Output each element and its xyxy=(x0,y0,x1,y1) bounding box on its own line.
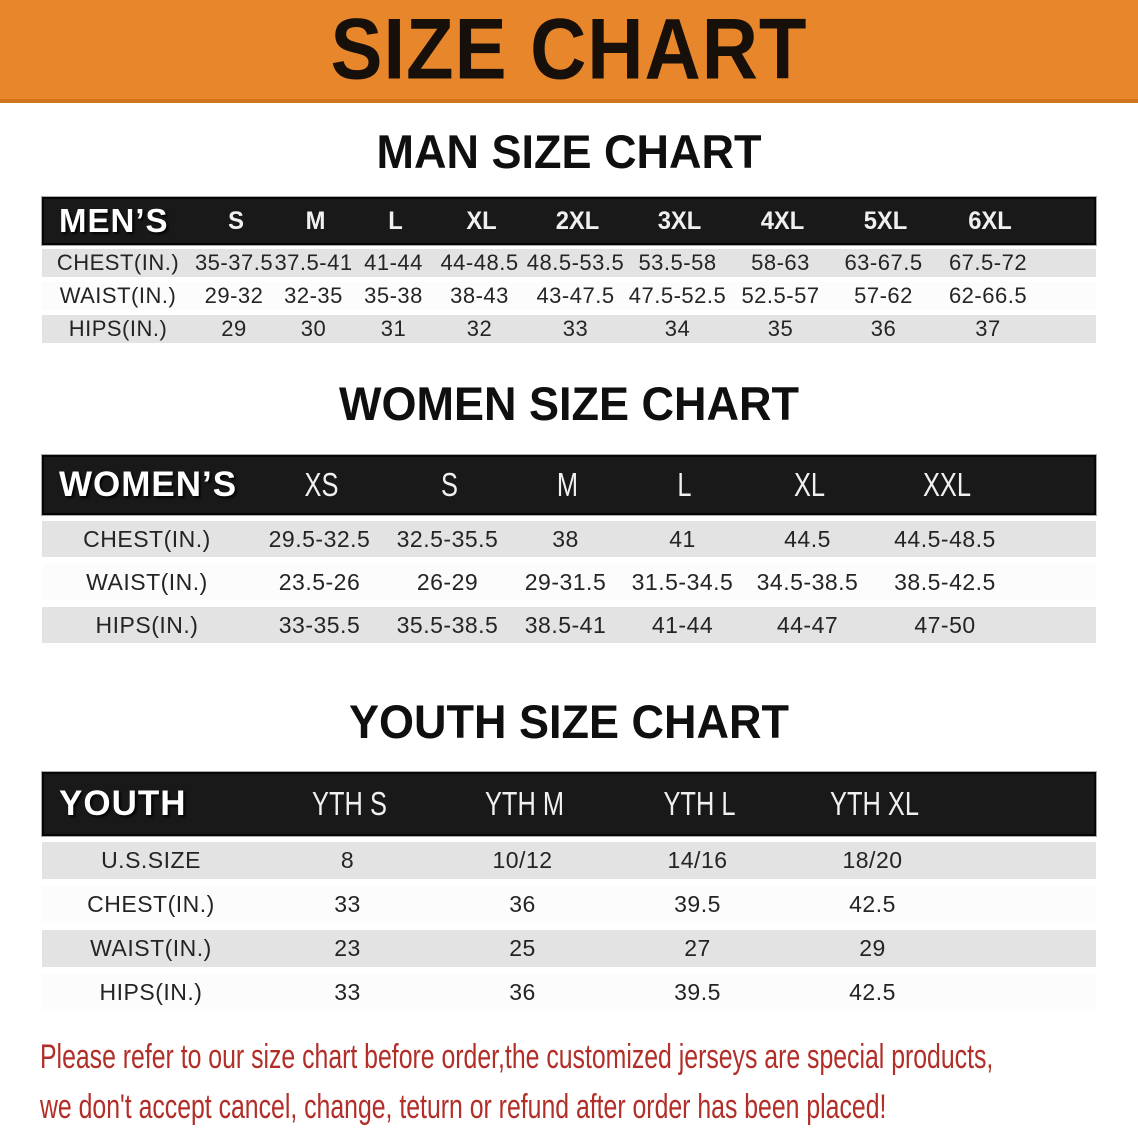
women-size-col-xs: XS xyxy=(304,465,339,504)
youth-hips-m: 36 xyxy=(509,979,536,1005)
men-waist-6xl: 62-66.5 xyxy=(948,283,1028,308)
men-size-col-6xl: 6XL xyxy=(968,206,1012,235)
men-size-col-xl: XL xyxy=(466,206,497,235)
men-chest-5xl: 63-67.5 xyxy=(844,250,923,275)
youth-hips-row xyxy=(42,974,1096,1011)
man-section-heading xyxy=(0,124,1138,179)
women-chest-m: 38 xyxy=(552,525,579,552)
youth-waist-l: 27 xyxy=(684,935,711,961)
youth-size-col-s: YTH S xyxy=(312,784,387,823)
men-size-col-4xl: 4XL xyxy=(760,206,805,235)
women-size-col-m: M xyxy=(556,465,579,504)
men-chest-row xyxy=(42,249,1096,277)
youth-section-heading-text: YOUTH SIZE CHART xyxy=(348,694,789,749)
women-size-col-xl: XL xyxy=(793,465,826,504)
women-size-table xyxy=(42,455,1096,643)
youth-size-col-l: YTH L xyxy=(663,784,736,823)
men-hips-2xl: 33 xyxy=(562,316,589,341)
women-chest-l: 41 xyxy=(669,525,696,552)
men-hips-row xyxy=(42,315,1096,343)
men-waist-s: 29-32 xyxy=(204,283,264,308)
youth-chest-l: 39.5 xyxy=(674,891,721,917)
row-label-us-size: U.S.SIZE xyxy=(101,847,201,873)
men-hips-l: 31 xyxy=(380,316,407,341)
women-waist-xxl: 38.5-42.5 xyxy=(894,568,996,595)
youth-hips-xl: 42.5 xyxy=(849,979,896,1005)
row-label-chest: CHEST(IN.) xyxy=(83,525,211,552)
youth-group-label: YOUTH xyxy=(59,784,187,823)
men-chest-4xl: 58-63 xyxy=(751,250,810,275)
youth-hips-l: 39.5 xyxy=(674,979,721,1005)
men-size-col-3xl: 3XL xyxy=(657,206,702,235)
women-waist-xs: 23.5-26 xyxy=(278,568,361,595)
men-size-col-m: M xyxy=(305,206,326,235)
youth-ussize-m: 10/12 xyxy=(492,847,553,873)
women-waist-s: 26-29 xyxy=(416,568,479,595)
women-waist-row xyxy=(42,564,1096,600)
youth-ussize-xl: 18/20 xyxy=(842,847,903,873)
women-group-label: WOMEN’S xyxy=(59,465,238,504)
youth-section-heading xyxy=(0,694,1138,749)
women-hips-row xyxy=(42,607,1096,643)
youth-ussize-l: 14/16 xyxy=(667,847,728,873)
women-chest-xs: 29.5-32.5 xyxy=(268,525,371,552)
women-size-col-xxl: XXL xyxy=(922,465,972,504)
women-waist-xl: 34.5-38.5 xyxy=(756,568,859,595)
footer-note xyxy=(0,1032,1138,1132)
men-group-label: MEN’S xyxy=(59,202,169,239)
men-waist-2xl: 43-47.5 xyxy=(536,283,615,308)
youth-table-header-bar xyxy=(42,772,1096,836)
women-hips-l: 41-44 xyxy=(651,611,714,638)
youth-waist-xl: 29 xyxy=(859,935,886,961)
youth-waist-m: 25 xyxy=(509,935,536,961)
footer-note-line-2: we don't accept cancel, change, teturn or refund after order has been placed! xyxy=(40,1088,887,1126)
men-waist-3xl: 47.5-52.5 xyxy=(628,283,727,308)
women-hips-xs: 33-35.5 xyxy=(278,611,361,638)
men-chest-xl: 44-48.5 xyxy=(440,250,519,275)
youth-chest-m: 36 xyxy=(509,891,536,917)
row-label-waist: WAIST(IN.) xyxy=(90,935,212,961)
men-hips-6xl: 37 xyxy=(975,316,1001,341)
women-size-col-l: L xyxy=(677,465,692,504)
women-hips-m: 38.5-41 xyxy=(524,611,607,638)
row-label-waist: WAIST(IN.) xyxy=(59,283,177,308)
men-size-col-l: L xyxy=(388,206,403,235)
men-chest-s: 35-37.5 xyxy=(194,250,274,275)
youth-chest-s: 33 xyxy=(334,891,361,917)
youth-size-col-xl: YTH XL xyxy=(830,784,919,823)
youth-waist-s: 23 xyxy=(334,935,361,961)
men-waist-5xl: 57-62 xyxy=(854,283,913,308)
men-waist-4xl: 52.5-57 xyxy=(741,283,820,308)
men-size-col-2xl: 2XL xyxy=(555,206,600,235)
women-section-heading xyxy=(0,376,1138,431)
footer-note-line-1: Please refer to our size chart before order,the customized jerseys are special products, xyxy=(40,1038,994,1076)
men-waist-l: 35-38 xyxy=(364,283,423,308)
men-chest-l: 41-44 xyxy=(364,250,423,275)
men-waist-m: 32-35 xyxy=(284,283,343,308)
women-section-heading-text: WOMEN SIZE CHART xyxy=(339,376,799,431)
women-size-col-s: S xyxy=(441,465,458,504)
men-size-col-5xl: 5XL xyxy=(863,206,908,235)
women-table-header-bar xyxy=(42,455,1096,515)
men-hips-5xl: 36 xyxy=(870,316,897,341)
row-label-hips: HIPS(IN.) xyxy=(95,611,199,638)
youth-ussize-row xyxy=(42,842,1096,879)
men-table-header-bar xyxy=(42,197,1096,245)
women-chest-xl: 44.5 xyxy=(784,525,831,552)
women-chest-xxl: 44.5-48.5 xyxy=(894,525,996,552)
women-hips-xl: 44-47 xyxy=(776,611,839,638)
men-hips-3xl: 34 xyxy=(664,316,691,341)
men-size-col-s: S xyxy=(228,206,244,235)
men-chest-m: 37.5-41 xyxy=(274,250,353,275)
men-size-table xyxy=(42,197,1096,343)
men-hips-s: 29 xyxy=(221,316,247,341)
women-chest-s: 32.5-35.5 xyxy=(396,525,499,552)
men-chest-3xl: 53.5-58 xyxy=(638,250,717,275)
men-waist-xl: 38-43 xyxy=(450,283,509,308)
women-chest-row xyxy=(42,521,1096,557)
men-hips-4xl: 35 xyxy=(767,316,794,341)
women-waist-l: 31.5-34.5 xyxy=(631,568,734,595)
size-chart-banner xyxy=(0,0,1138,103)
men-hips-xl: 32 xyxy=(466,316,493,341)
row-label-chest: CHEST(IN.) xyxy=(56,250,180,275)
men-hips-m: 30 xyxy=(300,316,327,341)
youth-chest-row xyxy=(42,886,1096,923)
youth-ussize-s: 8 xyxy=(340,847,355,873)
youth-waist-row xyxy=(42,930,1096,967)
row-label-hips: HIPS(IN.) xyxy=(68,316,168,341)
men-chest-6xl: 67.5-72 xyxy=(948,250,1028,275)
youth-size-col-m: YTH M xyxy=(484,784,565,823)
men-waist-row xyxy=(42,282,1096,310)
man-section-heading-text: MAN SIZE CHART xyxy=(376,124,762,179)
youth-hips-s: 33 xyxy=(334,979,361,1005)
youth-chest-xl: 42.5 xyxy=(849,891,896,917)
row-label-waist: WAIST(IN.) xyxy=(86,568,208,595)
women-hips-s: 35.5-38.5 xyxy=(396,611,499,638)
row-label-hips: HIPS(IN.) xyxy=(99,979,203,1005)
women-hips-xxl: 47-50 xyxy=(914,611,976,638)
row-label-chest: CHEST(IN.) xyxy=(87,891,215,917)
youth-size-table xyxy=(42,772,1096,1011)
women-waist-m: 29-31.5 xyxy=(524,568,607,595)
men-chest-2xl: 48.5-53.5 xyxy=(526,250,625,275)
banner-title: SIZE CHART xyxy=(330,1,808,97)
